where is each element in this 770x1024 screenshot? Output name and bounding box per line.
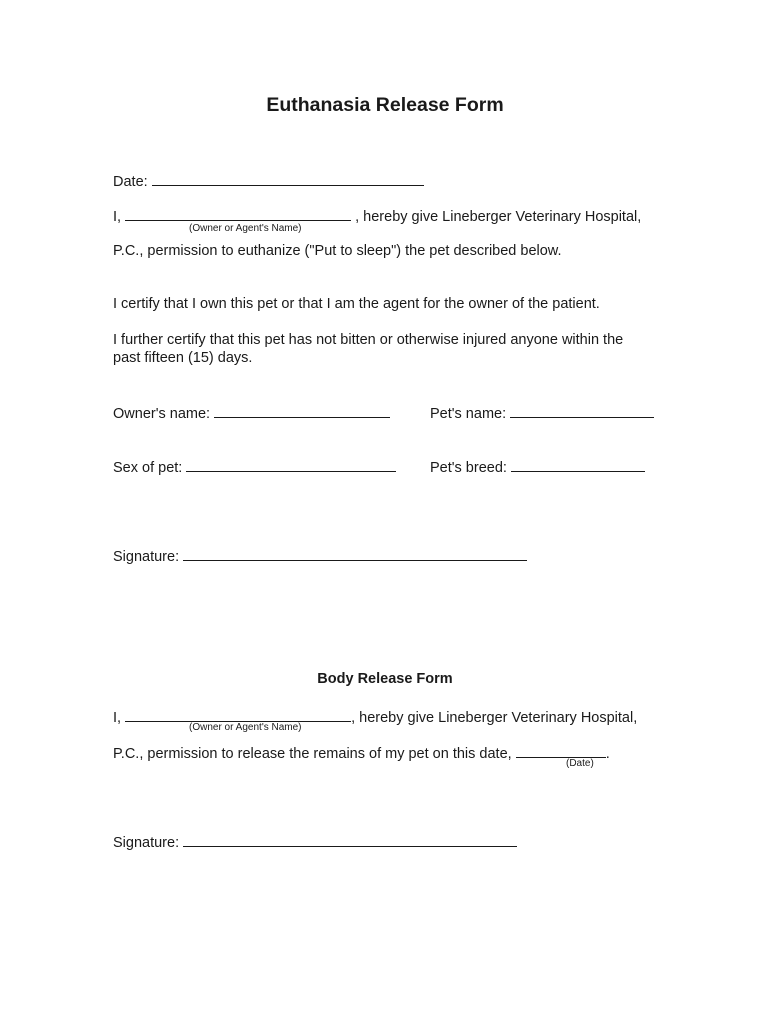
- sex-field[interactable]: [186, 457, 396, 472]
- release-date-field[interactable]: [516, 743, 606, 758]
- breed-row: [430, 457, 645, 476]
- owner-sublabel: (Owner or Agent's Name): [189, 223, 302, 234]
- pets-name-label: Pet's name:: [430, 406, 507, 422]
- body-period: .: [605, 746, 610, 762]
- body-signature-label: Signature:: [113, 835, 180, 851]
- sex-row: [113, 457, 396, 476]
- owners-name-label: Owner's name:: [113, 406, 211, 422]
- body-i-prefix: I,: [113, 710, 122, 726]
- date-field[interactable]: [152, 171, 424, 186]
- certify-bite-text-1: I further certify that this pet has not bitten or otherwise injured anyone within the: [113, 332, 624, 348]
- pets-name-field[interactable]: [510, 403, 654, 418]
- certify-bite-text-2: past fifteen (15) days.: [113, 350, 253, 366]
- owners-name-field[interactable]: [214, 403, 390, 418]
- date-sublabel: (Date): [566, 758, 594, 769]
- breed-field[interactable]: [511, 457, 645, 472]
- form-title: Euthanasia Release Form: [266, 94, 504, 116]
- owner-name-field[interactable]: [125, 206, 351, 221]
- body-release-title: Body Release Form: [317, 671, 453, 687]
- date-label: Date:: [113, 174, 148, 190]
- sex-label: Sex of pet:: [113, 460, 183, 476]
- body-owner-name-field[interactable]: [125, 707, 351, 722]
- body-permission-text: P.C., permission to release the remains of my pet on this date,: [113, 746, 512, 762]
- signature-label: Signature:: [113, 549, 180, 565]
- body-permission-row: [113, 743, 610, 762]
- owners-name-row: [113, 403, 390, 422]
- pets-name-row: [430, 403, 654, 422]
- signature-field[interactable]: [183, 546, 527, 561]
- body-give-text: , hereby give Lineberger Veterinary Hospital,: [351, 710, 638, 726]
- signature-row: [113, 546, 527, 565]
- body-signature-field[interactable]: [183, 832, 517, 847]
- body-signature-row: [113, 832, 517, 851]
- permission-text: P.C., permission to euthanize ("Put to sleep") the pet described below.: [113, 243, 562, 259]
- body-owner-sublabel: (Owner or Agent's Name): [189, 722, 302, 733]
- i-prefix: I,: [113, 209, 122, 225]
- certify-own-text: I certify that I own this pet or that I am the agent for the owner of the patient.: [113, 296, 600, 312]
- breed-label: Pet's breed:: [430, 460, 507, 476]
- date-row: [113, 171, 424, 190]
- give-text: , hereby give Lineberger Veterinary Hospital,: [355, 209, 642, 225]
